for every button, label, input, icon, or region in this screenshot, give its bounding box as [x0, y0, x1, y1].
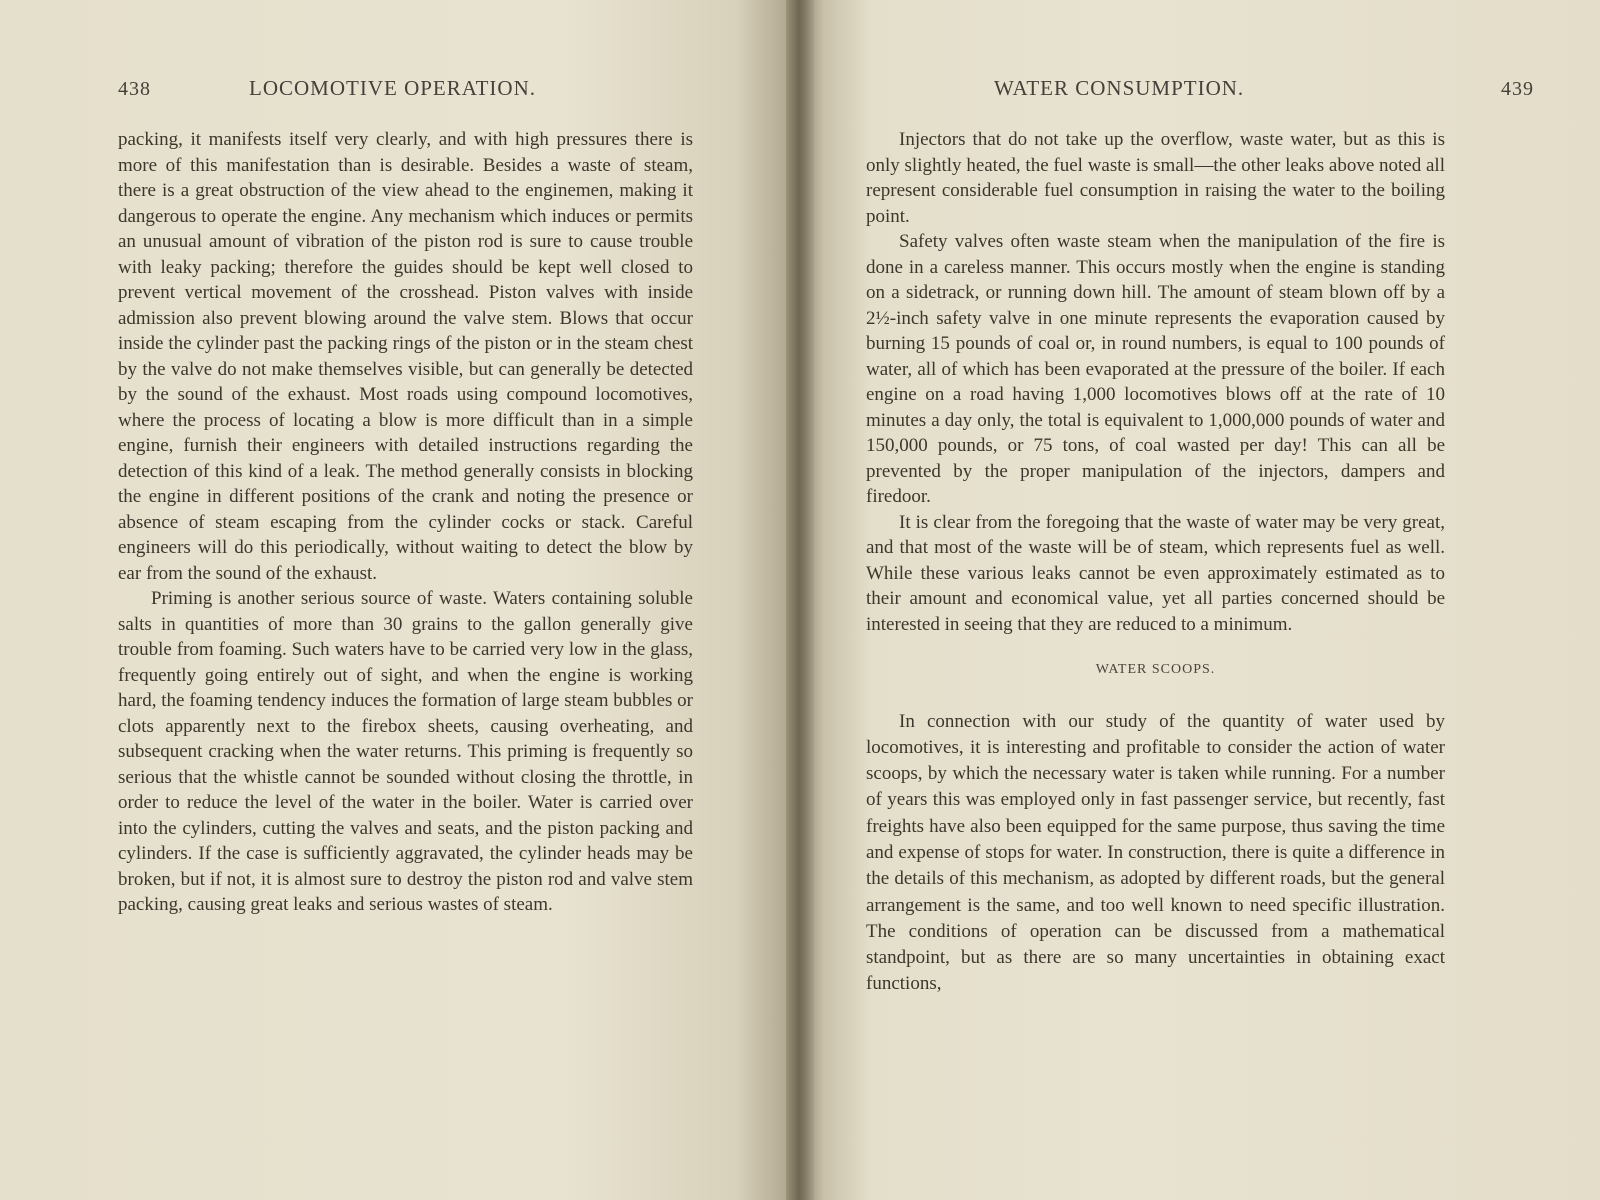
right-page	[800, 0, 1600, 1200]
right-page-body	[866, 127, 1445, 998]
left-page-body	[118, 127, 693, 918]
right-page-header	[866, 74, 1534, 106]
left-running-head: LOCOMOTIVE OPERATION.	[249, 76, 536, 100]
left-paragraph-1: packing, it manifests itself very clearly, and with high pressures there is more of this manifestation than is desirable. Besides a waste of steam, there is a great obstruction of the view ahead to the enginemen, making it dangerous to operate the engine. Any mechanism which induces or permits an unusual amount of vibration of the piston rod is sure to cause trouble with leaky packing; therefore the guides should be kept well closed to prevent vertical movement of the crosshead. Piston valves with inside admission also prevent blowing around the valve stem. Blows that occur inside the cylinder past the packing rings of the piston or in the steam chest by the valve do not make themselves visible, but can generally be detected by the sound of the exhaust. Most roads using compound locomotives, where the process of locating a blow is more difficult than in a simple engine, furnish their engineers with detailed instructions regarding the detection of this kind of a leak. The method generally consists in blocking the engine in different positions of the crank and noting the presence or absence of steam escaping from the cylinder cocks or stack. Careful engineers will do this periodically, without waiting to detect the blow by ear from the sound of the exhaust.	[118, 129, 693, 584]
right-paragraph-1: Injectors that do not take up the overflow, waste water, but as this is only slightly heated, the fuel waste is small—the other leaks above noted all represent considerable fuel consumption in raising the water to the boiling point.	[866, 129, 1445, 227]
left-page-header	[118, 74, 718, 106]
right-page-number: 439	[1501, 78, 1534, 100]
left-page-number: 438	[118, 78, 151, 100]
section-heading-water-scoops: WATER SCOOPS.	[1095, 662, 1216, 677]
right-paragraph-4: In connection with our study of the quantity of water used by locomotives, it is interesting and profitable to consider the action of water scoops, by which the necessary water is taken while running. For a number of years this was employed only in fast passenger service, but recently, fast freights have also been equipped for the same purpose, thus saving the time and expense of stops for water. In construction, there is quite a difference in the details of this mechanism, as adopted by different roads, but the general arrangement is the same, and too well known to need specific illustration. The conditions of operation can be discussed from a mathematical standpoint, but as there are so many uncertainties in obtaining exact functions,	[866, 710, 1445, 995]
right-paragraph-3: It is clear from the foregoing that the waste of water may be very great, and that most of the waste will be of steam, which represents fuel as well. While these various leaks cannot be even approximately estimated as to their amount and economical value, yet all parties concerned should be interested in seeing that they are reduced to a minimum.	[866, 511, 1445, 635]
right-paragraph-2: Safety valves often waste steam when the manipulation of the fire is done in a careless manner. This occurs mostly when the engine is standing on a sidetrack, or running down hill. The amount of steam blown off by a 2½-inch safety valve in one minute represents the evaporation caused by burning 15 pounds of coal or, in round numbers, is equal to 100 pounds of water, all of which has been evaporated at the pressure of the boiler. If each engine on a road having 1,000 locomotives blows off at the rate of 10 minutes a day only, the total is equivalent to 1,000,000 pounds of water and 150,000 pounds, or 75 tons, of coal wasted per day! This can all be prevented by the proper manipulation of the injectors, dampers and firedoor.	[866, 231, 1445, 507]
left-paragraph-2: Priming is another serious source of waste. Waters containing soluble salts in quantities of more than 30 grains to the gallon generally give trouble from foaming. Such waters have to be carried very low in the glass, frequently going entirely out of sight, and when the engine is working hard, the foaming tendency induces the formation of large steam bubbles or clots apparently next to the firebox sheets, causing overheating, and subsequent cracking when the water returns. This priming is frequently so serious that the whistle cannot be sounded without closing the throttle, in order to reduce the level of the water in the boiler. Water is carried over into the cylinders, cutting the valves and seats, and the piston packing and cylinders. If the case is sufficiently aggravated, the cylinder heads may be broken, but if not, it is almost sure to destroy the piston rod and valve stem packing, causing great leaks and serious wastes of steam.	[118, 588, 693, 915]
book-gutter	[786, 0, 814, 1200]
right-running-head: WATER CONSUMPTION.	[994, 76, 1245, 100]
